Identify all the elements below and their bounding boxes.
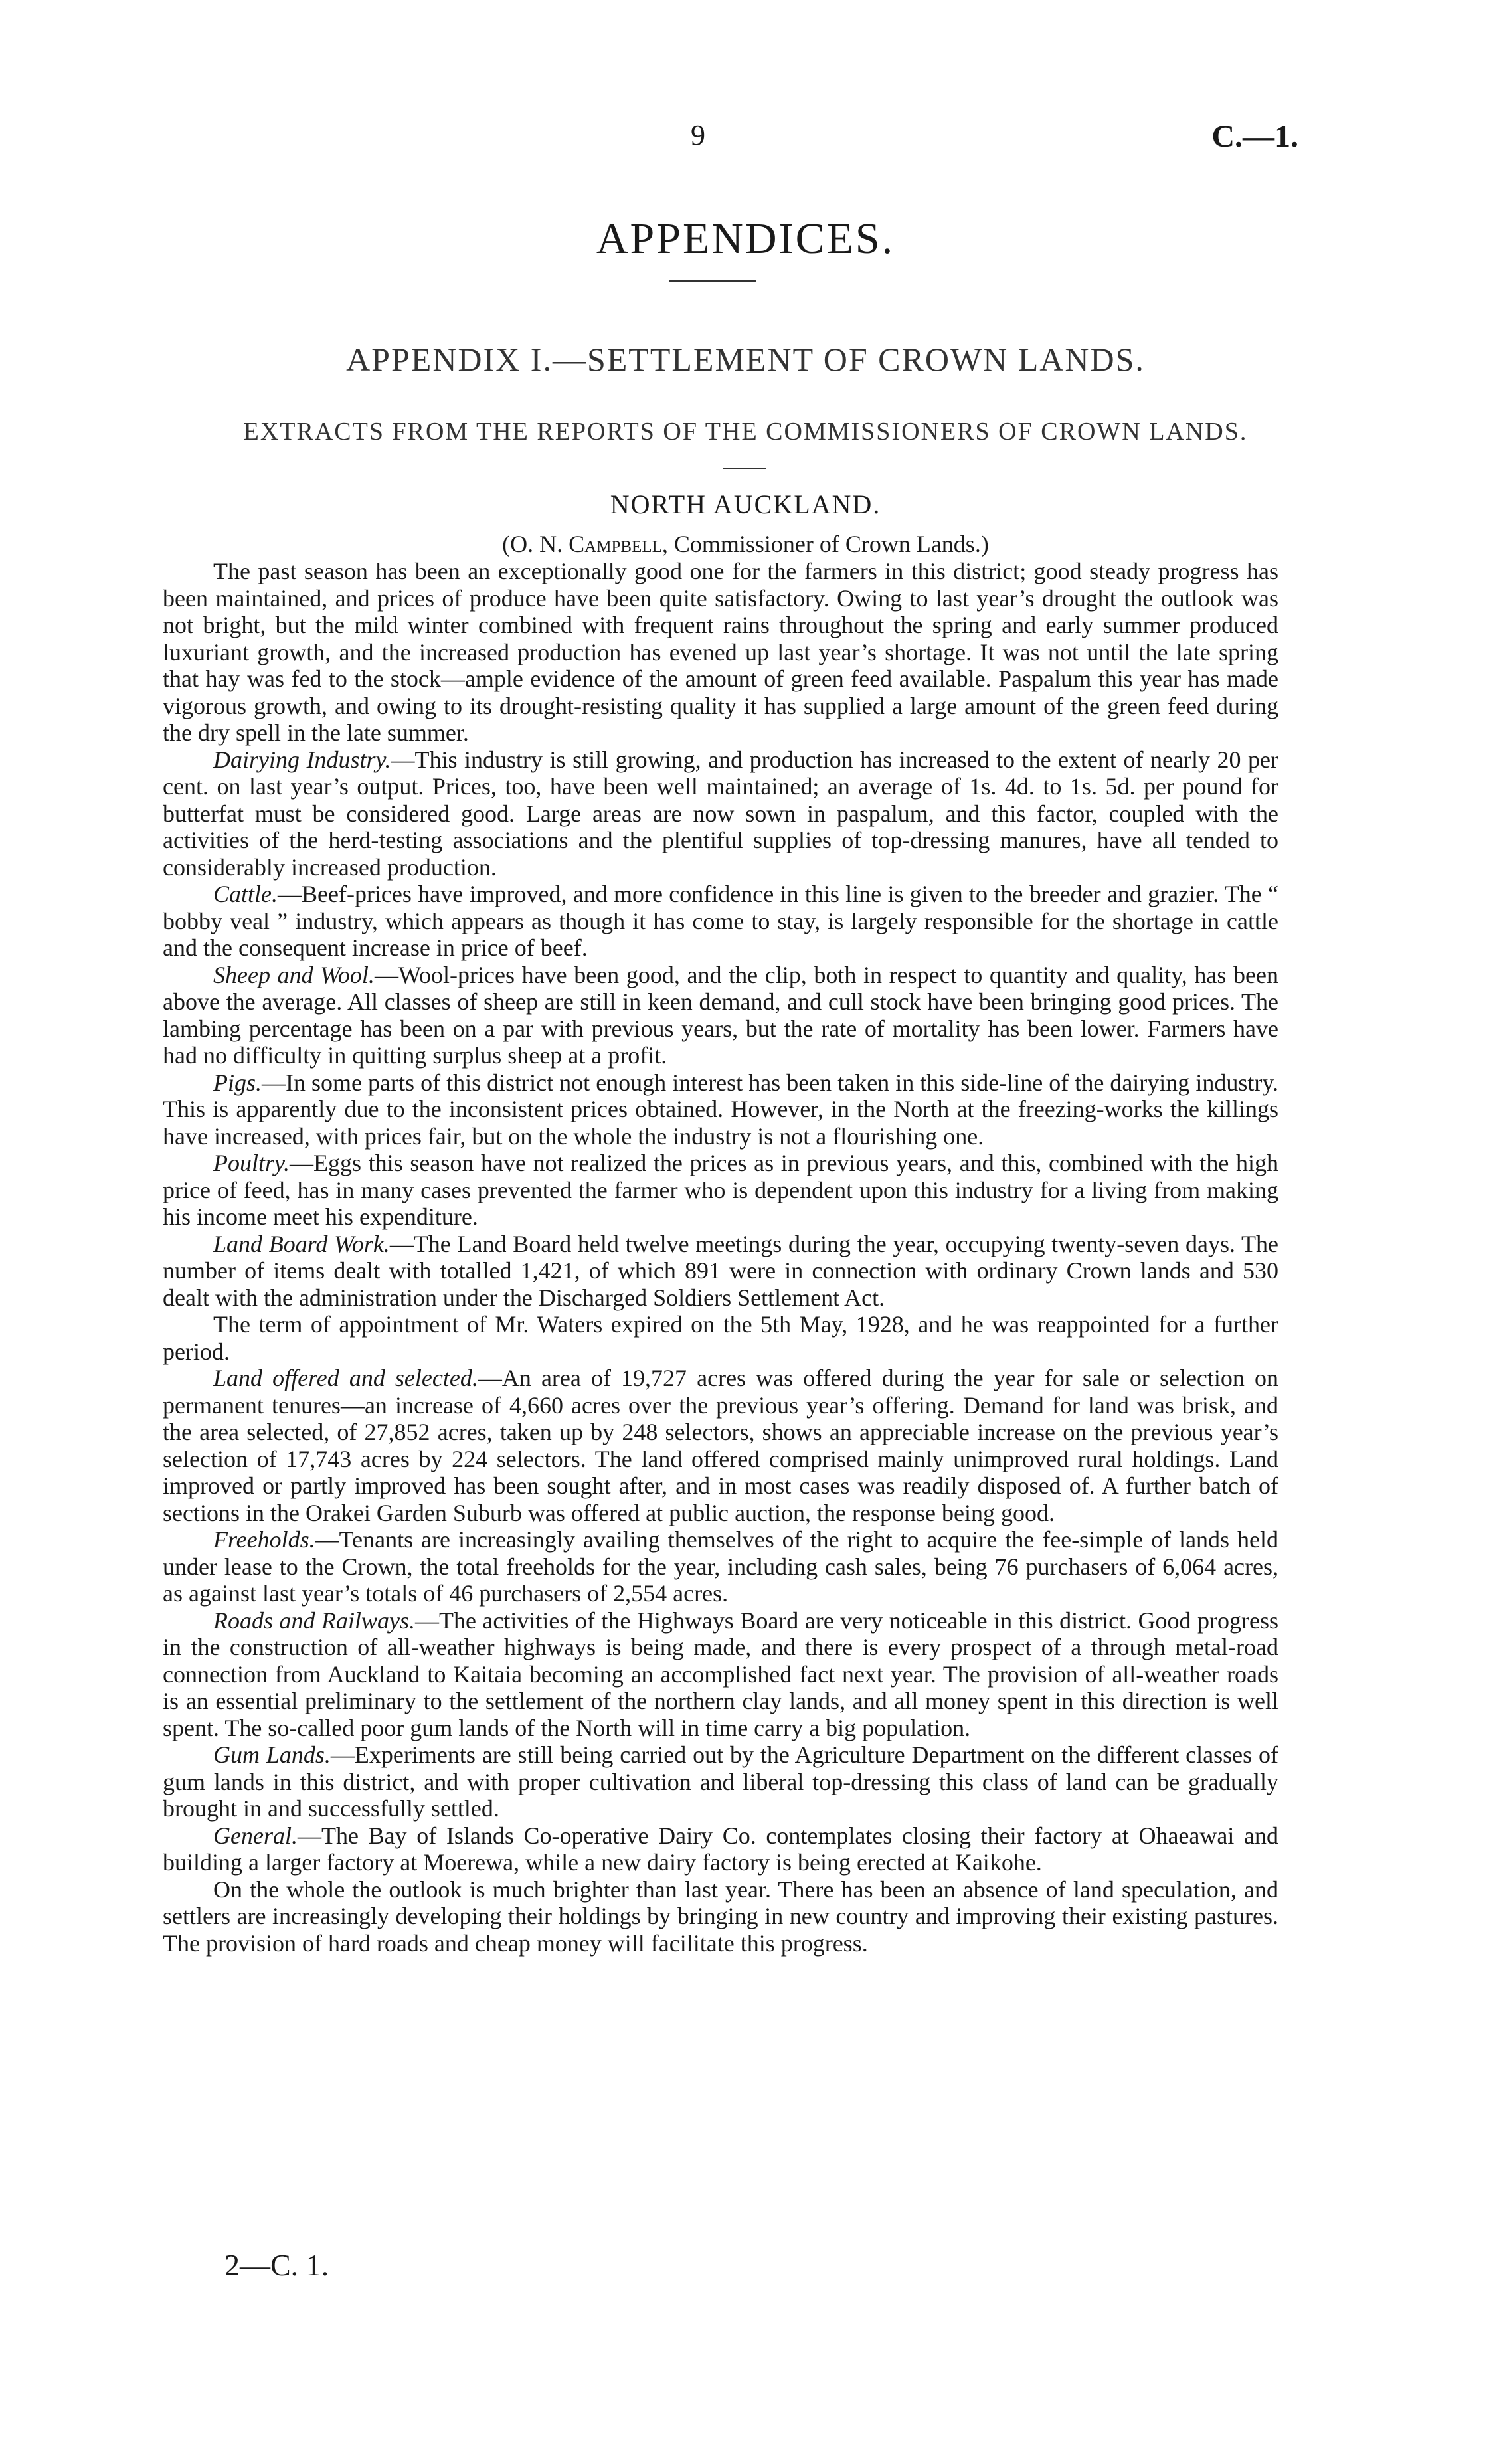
paragraph-text: On the whole the outlook is much brighter than last year. There has been an absence of land speculation, and settlers are increasingly developing their holdings by bringing in new country and improving their existing pastures. The provision of hard roads and cheap money will facilitate this progress. — [163, 1876, 1278, 1957]
paragraph — [163, 1069, 1278, 1150]
commissioner-line — [0, 530, 1491, 558]
paragraph — [163, 1876, 1278, 1957]
title-rule — [669, 280, 756, 282]
paragraph-text: —Wool-prices have been good, and the clip, both in respect to quantity and quality, has been above the average. All classes of sheep are still in keen demand, and cull stock have been bringing good prices. The lambing percentage has been on a par with previous years, but the rate of mortality has been lower. Farmers have had no difficulty in quitting surplus sheep at a profit. — [163, 961, 1278, 1069]
paragraph — [163, 1822, 1278, 1876]
paragraph-lead: Roads and Railways. — [213, 1607, 415, 1634]
paragraph-text: —The Land Board held twelve meetings during the year, occupying twenty-seven days. The number of items dealt with totalled 1,421, of which 891 were in connection with ordinary Crown lands and 530 dealt with the administration under the Discharged Soldiers Settlement Act. — [163, 1230, 1278, 1311]
paragraph — [163, 1231, 1278, 1312]
region-title: NORTH AUCKLAND. — [610, 489, 881, 519]
paragraph — [163, 881, 1278, 962]
paragraph-lead: Sheep and Wool. — [213, 961, 375, 988]
document-code: C.—1. — [1211, 119, 1298, 154]
paragraph-text: —Tenants are increasingly availing themselves of the right to acquire the fee-simple of lands held under lease to the Crown, the total freeholds for the year, including cash sales, being 76 purchasers of 6,064 acres, as against last year’s totals of 46 purchasers of 2,554 acres. — [163, 1526, 1278, 1607]
appendix-title: APPENDIX I.—SETTLEMENT OF CROWN LANDS. — [346, 341, 1145, 378]
paragraph — [163, 558, 1278, 747]
paragraph — [163, 1150, 1278, 1231]
page-number: 9 — [691, 119, 705, 151]
paragraph-text: The term of appointment of Mr. Waters expired on the 5th May, 1928, and he was reappointed for a further period. — [163, 1311, 1278, 1365]
paragraph-text: —Experiments are still being carried out by the Agriculture Department on the different classes of gum lands in this district, and with proper cultivation and liberal top-dressing this class of land can be gradually brought in and successfully settled. — [163, 1741, 1278, 1822]
commissioner-open: (O. N. — [502, 531, 569, 557]
paragraph — [163, 1365, 1278, 1526]
paragraph-text: —Beef-prices have improved, and more confidence in this line is given to the breeder and grazier. The “ bobby veal ” industry, which appears as though it has come to stay, is largely responsible for the shortage in cattle and the consequent increase in price of beef. — [163, 881, 1278, 961]
paragraph — [163, 1526, 1278, 1607]
paragraph — [163, 1607, 1278, 1742]
paragraph-text: —Eggs this season have not realized the prices as in previous years, and this, combined with the high price of feed, has in many cases prevented the farmer who is dependent upon this industry for a living from making his income meet his expenditure. — [163, 1150, 1278, 1230]
paragraph-lead: Gum Lands. — [213, 1741, 331, 1768]
paragraph-text: —The activities of the Highways Board are very noticeable in this district. Good progress in the construction of all-weather highways is being made, and there is every prospect of a through metal-road connection from Auckland to Kaitaia becoming an accomplished fact next year. The provision of all-weather roads is an essential preliminary to the settlement of the northern clay lands, and all money spent in this direction is well spent. The so-called poor gum lands of the North will in time carry a big population. — [163, 1607, 1278, 1741]
extracts-title: EXTRACTS FROM THE REPORTS OF THE COMMISSIONERS OF CROWN LANDS. — [243, 418, 1248, 446]
commissioner-rest: , Commissioner of Crown Lands.) — [661, 531, 989, 557]
paragraph-text: —An area of 19,727 acres was offered during the year for sale or selection on permanent tenures—an increase of 4,660 acres over the previous year’s offering. Demand for land was brisk, and the area selected, of 27,852 acres, taken up by 248 selectors, shows an appreciable increase on the previous year’s selection of 17,743 acres by 224 selectors. The land offered comprised mainly unimproved rural holdings. Land improved or partly improved has been sought after, and in most cases was readily disposed of. A further batch of sections in the Orakei Garden Suburb was offered at public auction, the response being good. — [163, 1365, 1278, 1526]
paragraph-lead: Freeholds. — [213, 1526, 315, 1553]
paragraph-text: —This industry is still growing, and production has increased to the extent of nearly 20 per cent. on last year’s output. Prices, too, have been well maintained; an average of 1s. 4d. to 1s. 5d. per pound for butterfat must be considered good. Large areas are now sown in paspalum, and this factor, coupled with the activities of the herd-testing associations and the plentiful supplies of top-dressing manures, have all tended to considerably increased production. — [163, 746, 1278, 881]
paragraph-lead: Poultry. — [213, 1150, 290, 1176]
paragraph-lead: Cattle. — [213, 881, 278, 907]
paragraph-text: —In some parts of this district not enough interest has been taken in this side-line of the dairying industry. This is apparently due to the inconsistent prices obtained. However, in the North at the freezing-works the killings have increased, with prices fair, but on the whole the industry is not a flourishing one. — [163, 1069, 1278, 1150]
extracts-rule — [723, 468, 766, 469]
paragraph-lead: Dairying Industry. — [213, 746, 391, 773]
paragraph — [163, 962, 1278, 1069]
paragraph — [163, 1741, 1278, 1822]
paragraph-lead: Land Board Work. — [213, 1230, 390, 1257]
commissioner-name: Campbell — [569, 531, 662, 557]
report-body — [163, 558, 1278, 1957]
footer-code: 2—C. 1. — [224, 2248, 329, 2282]
paragraph-text: —The Bay of Islands Co-operative Dairy Co. contemplates closing their factory at Ohaeawai and building a larger factory at Moerewa, while a new dairy factory is being erected at Kaikohe. — [163, 1822, 1278, 1876]
paragraph — [163, 747, 1278, 881]
paragraph — [163, 1311, 1278, 1365]
paragraph-lead: General. — [213, 1822, 298, 1849]
paragraph-lead: Land offered and selected. — [213, 1365, 478, 1391]
paragraph-text: The past season has been an exceptionally good one for the farmers in this district; good steady progress has been maintained, and prices of produce have been quite satisfactory. Owing to last year’s drought the outlook was not bright, but the mild winter combined with frequent rains throughout the spring and early summer produced luxuriant growth, and the increased production has evened up last year’s shortage. It was not until the late spring that hay was fed to the stock—ample evidence of the amount of green feed available. Paspalum this year has made vigorous growth, and owing to its drought-resisting quality it has supplied a large amount of the green feed during the dry spell in the late summer. — [163, 558, 1278, 746]
paragraph-lead: Pigs. — [213, 1069, 262, 1096]
main-title: APPENDICES. — [596, 215, 895, 263]
